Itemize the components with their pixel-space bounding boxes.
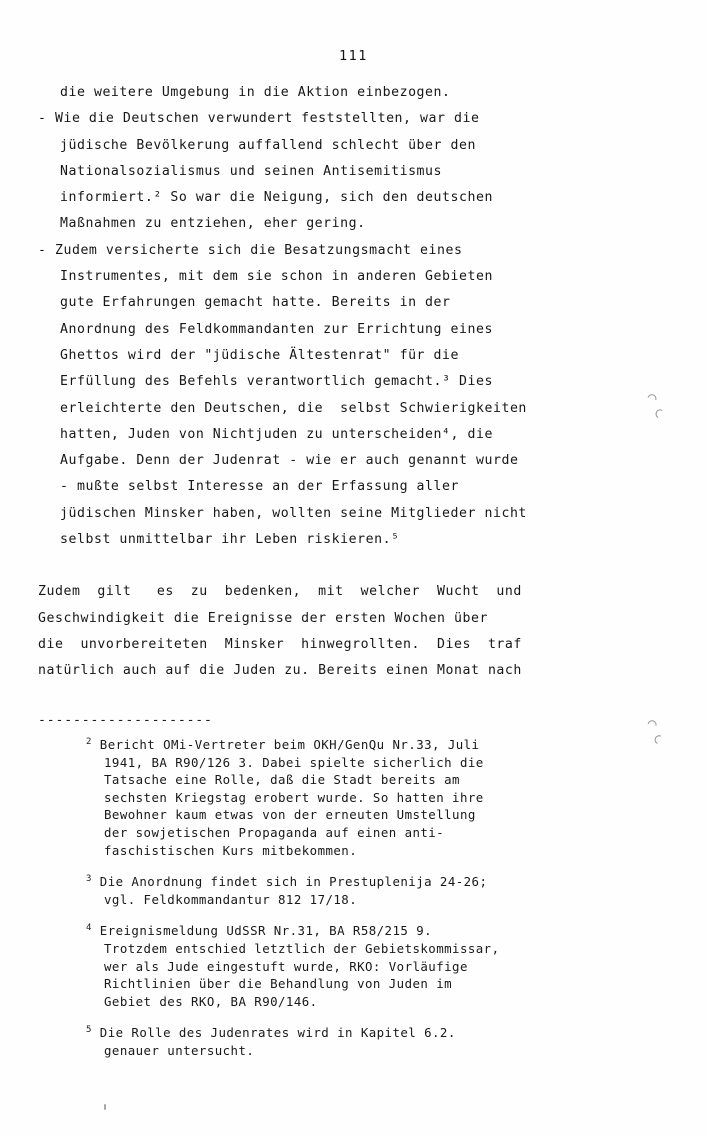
paragraph-bullet-2 <box>38 238 670 554</box>
text-line: Ghettos wird der "jüdische Ältestenrat" für die <box>60 347 460 363</box>
paragraph-gap <box>38 553 670 579</box>
footnote-first-line <box>86 736 670 754</box>
paragraph-continuation <box>38 80 670 106</box>
text-line: hatten, Juden von Nichtjuden zu unterscheiden⁴, die <box>60 426 493 442</box>
footnote-marker: 5 <box>86 1025 92 1036</box>
text-line: - Wie die Deutschen verwundert feststellten, war die <box>38 111 480 127</box>
text-line: jüdische Bevölkerung auffallend schlecht über den <box>60 137 476 153</box>
footnote-2 <box>86 736 670 859</box>
footnote-text: faschistischen Kurs mitbekommen. <box>104 842 358 858</box>
paragraph-bullet-1 <box>38 106 670 237</box>
text-line: Nationalsozialismus und seinen Antisemitismus <box>60 163 443 179</box>
footnote-text: Gebiet des RKO, BA R90/146. <box>104 993 318 1009</box>
text-line: Aufgabe. Denn der Judenrat - wie er auch genannt wurde <box>60 453 519 469</box>
text-line: Geschwindigkeit die Ereignisse der ersten Wochen über <box>38 610 488 626</box>
scan-speck <box>104 1104 106 1110</box>
text-line: - Zudem versicherte sich die Besatzungsmacht eines <box>38 242 463 258</box>
footnote-text: Richtlinien über die Behandlung von Juden im <box>104 976 453 992</box>
footnote-text: Bericht OMi-Vertreter beim OKH/GenQu Nr.33, Juli <box>99 737 480 752</box>
footnote-4 <box>86 922 670 1010</box>
text-line: informiert.² So war die Neigung, sich den deutschen <box>60 190 493 206</box>
footnote-text: 1941, BA R90/126 3. Dabei spielte sicherlich die <box>104 754 484 770</box>
scan-artifact-icon: ⌒ <box>648 404 669 422</box>
scan-artifact-icon: ⌒ <box>645 387 660 407</box>
footnote-separator: -------------------- <box>38 713 213 728</box>
footnote-first-line <box>86 873 670 891</box>
footnote-3 <box>86 873 670 908</box>
footnote-text: Die Anordnung findet sich in Prestuplenija 24-26; <box>99 874 488 890</box>
footnote-marker: 2 <box>86 736 92 747</box>
text-line: die unvorbereiteten Minsker hinwegrollten. Dies traf <box>38 636 522 652</box>
text-line: natürlich auch auf die Juden zu. Bereits einen Monat nach <box>38 663 522 679</box>
text-line: Anordnung des Feldkommandanten zur Errichtung eines <box>60 321 493 337</box>
footnote-text: wer als Jude eingestuft wurde, RKO: Vorläufige <box>104 958 468 974</box>
footnote-first-line <box>86 1024 670 1042</box>
footnote-text: sechsten Kriegstag erobert wurde. So hatten ihre <box>104 789 484 805</box>
paragraph-body <box>38 579 670 684</box>
footnote-text: Tatsache eine Rolle, daß die Stadt bereits am <box>104 772 460 788</box>
footnote-first-line <box>86 922 670 940</box>
footnote-text: Bewohner kaum etwas von der erneuten Umstellung <box>104 807 476 823</box>
footnote-5 <box>86 1024 670 1059</box>
text-line: Instrumentes, mit dem sie schon in anderen Gebieten <box>60 269 493 285</box>
scan-artifact-icon: ⌒ <box>645 713 660 733</box>
text-line: Maßnahmen zu entziehen, eher gering. <box>60 216 366 232</box>
footnote-text: Ereignismeldung UdSSR Nr.31, BA R58/215 9. <box>99 923 433 939</box>
page-number: 111 <box>339 48 368 64</box>
text-line: - mußte selbst Interesse an der Erfassung aller <box>60 479 460 495</box>
footnotes-block <box>86 736 670 1074</box>
text-line: erleichterte den Deutschen, die selbst Schwierigkeiten <box>60 400 527 416</box>
footnote-text: vgl. Feldkommandantur 812 17/18. <box>104 891 358 907</box>
text-line: die weitere Umgebung in die Aktion einbezogen. <box>60 85 451 100</box>
footnote-text: Die Rolle des Judenrates wird in Kapitel 6.2. <box>99 1025 456 1041</box>
text-line: jüdischen Minsker haben, wollten seine Mitglieder nicht <box>60 505 527 521</box>
footnote-text: Trotzdem entschied letztlich der Gebietskommissar, <box>104 940 500 956</box>
footnote-text: der sowjetischen Propaganda auf einen anti- <box>104 824 445 840</box>
text-line: Erfüllung des Befehls verantwortlich gemacht.³ Dies <box>60 374 493 390</box>
text-line: gute Erfahrungen gemacht hatte. Bereits in der <box>60 295 451 311</box>
text-line: Zudem gilt es zu bedenken, mit welcher Wucht und <box>38 584 522 600</box>
text-line: selbst unmittelbar ihr Leben riskieren.⁵ <box>60 532 400 548</box>
footnote-marker: 3 <box>86 874 92 885</box>
scan-artifact-icon: ⌒ <box>647 730 668 748</box>
footnote-marker: 4 <box>86 923 92 934</box>
footnote-text: genauer untersucht. <box>104 1042 255 1058</box>
main-text-block <box>38 80 670 685</box>
